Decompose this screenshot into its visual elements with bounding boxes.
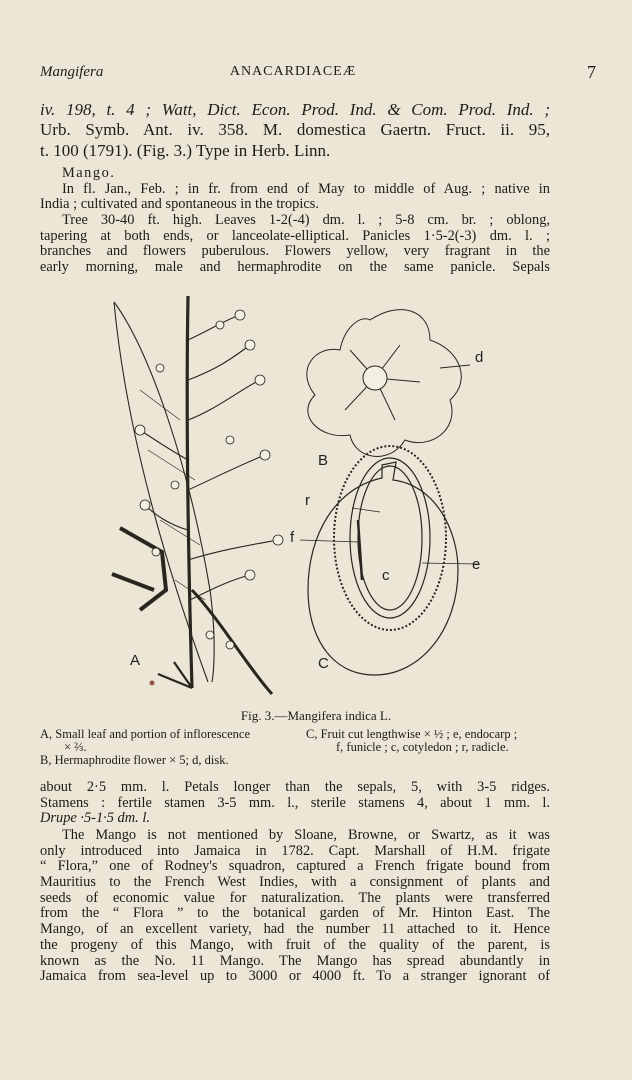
legend-left bbox=[40, 728, 250, 767]
legend-line: B, Hermaphrodite flower × 5; d, disk. bbox=[40, 753, 229, 767]
label-e: e bbox=[472, 556, 481, 573]
specimen-dot bbox=[150, 681, 155, 686]
text-line: t. 100 (1791). (Fig. 3.) Type in Herb. Linn. bbox=[40, 140, 331, 160]
text-line: tapering at both ends, or lanceolate-elliptical. Panicles 1·5-2(-3) dm. l. ; bbox=[40, 228, 550, 244]
legend-line: f, funicle ; c, cotyledon ; r, radicle. bbox=[336, 740, 509, 754]
label-r: r bbox=[305, 492, 310, 509]
legend-line: C, Fruit cut lengthwise × ½ ; e, endocarp ; bbox=[306, 727, 518, 741]
text-line: only introduced into Jamaica in 1782. Capt. Marshall of H.M. frigate bbox=[40, 843, 550, 859]
species-description bbox=[40, 166, 550, 276]
running-header bbox=[40, 62, 596, 84]
text-line: known as the No. 11 Mango. The Mango has spread abundantly in bbox=[40, 953, 550, 969]
header-genus: Mangifera bbox=[40, 64, 104, 80]
flower-drawing bbox=[307, 310, 470, 457]
synonymy-paragraph bbox=[40, 100, 550, 161]
text-line: iv. 198, t. 4 ; Watt, Dict. Econ. Prod. Ind. & Com. Prod. Ind. ; bbox=[40, 100, 550, 119]
text-line: Stamens : fertile stamen 3-5 mm. l., sterile stamens 4, about 1 mm. l. bbox=[40, 795, 550, 811]
text-line: In fl. Jan., Feb. ; in fr. from end of May to middle of Aug. ; native in bbox=[62, 181, 550, 197]
text-line: Jamaica from sea-level up to 3000 or 4000 ft. To a stranger ignorant of bbox=[40, 969, 550, 985]
header-family: ANACARDIACEÆ bbox=[229, 64, 357, 79]
text-line: Mango, of an excellent variety, had the number 11 attached to it. Hence bbox=[40, 922, 550, 938]
text-line: The Mango is not mentioned by Sloane, Browne, or Swartz, as it was bbox=[62, 828, 550, 843]
text-line: seeds of economic value for naturalization. The plants were transferred bbox=[40, 890, 550, 906]
legend-line: A, Small leaf and portion of inflorescence bbox=[40, 727, 250, 741]
history-paragraph bbox=[40, 828, 550, 985]
label-d: d bbox=[475, 349, 484, 366]
page-number: 7 bbox=[587, 62, 596, 82]
label-b: B bbox=[318, 452, 329, 469]
text-line: about 2·5 mm. l. Petals longer than the sepals, 5, with 3-5 ridges. bbox=[40, 780, 550, 795]
figure-caption: Fig. 3.—Mangifera indica L. bbox=[240, 708, 392, 723]
text-line: early morning, male and hermaphrodite on the same panicle. Sepals bbox=[40, 260, 550, 276]
legend-right bbox=[306, 728, 517, 754]
text-line: the progeny of this Mango, with fruit of the quality of the parent, is bbox=[40, 937, 550, 953]
text-line: Urb. Symb. Ant. iv. 358. M. domestica Gaertn. Fruct. ii. 95, bbox=[40, 120, 550, 140]
label-c-fruit: C bbox=[318, 655, 329, 672]
mango-illustration bbox=[100, 290, 500, 700]
text-line: Tree 30-40 ft. high. Leaves 1-2(-4) dm. l. ; 5-8 cm. br. ; oblong, bbox=[62, 213, 550, 229]
text-line: Drupe ·5-1·5 dm. l. bbox=[40, 811, 150, 827]
text-line: from the “ Flora ” to the botanical garden of Mr. Hinton East. The bbox=[40, 906, 550, 922]
label-a: A bbox=[130, 652, 141, 669]
text-line: Mauritius to the French West Indies, with a consignment of plants and bbox=[40, 875, 550, 891]
description-continued bbox=[40, 780, 550, 827]
inflorescence-drawing bbox=[112, 296, 278, 694]
text-line: “ Flora,” one of Rodney's squadron, captured a French frigate bound from bbox=[40, 859, 550, 875]
fruit-section-drawing bbox=[300, 446, 481, 675]
text-line: India ; cultivated and spontaneous in the tropics. bbox=[40, 197, 319, 213]
label-c-cotyledon: c bbox=[382, 567, 390, 584]
legend-line: × ⅔. bbox=[64, 740, 87, 754]
text-line: branches and flowers puberulous. Flowers yellow, very fragrant in the bbox=[40, 244, 550, 260]
common-name: Mango. bbox=[62, 166, 116, 181]
label-f: f bbox=[290, 529, 295, 546]
